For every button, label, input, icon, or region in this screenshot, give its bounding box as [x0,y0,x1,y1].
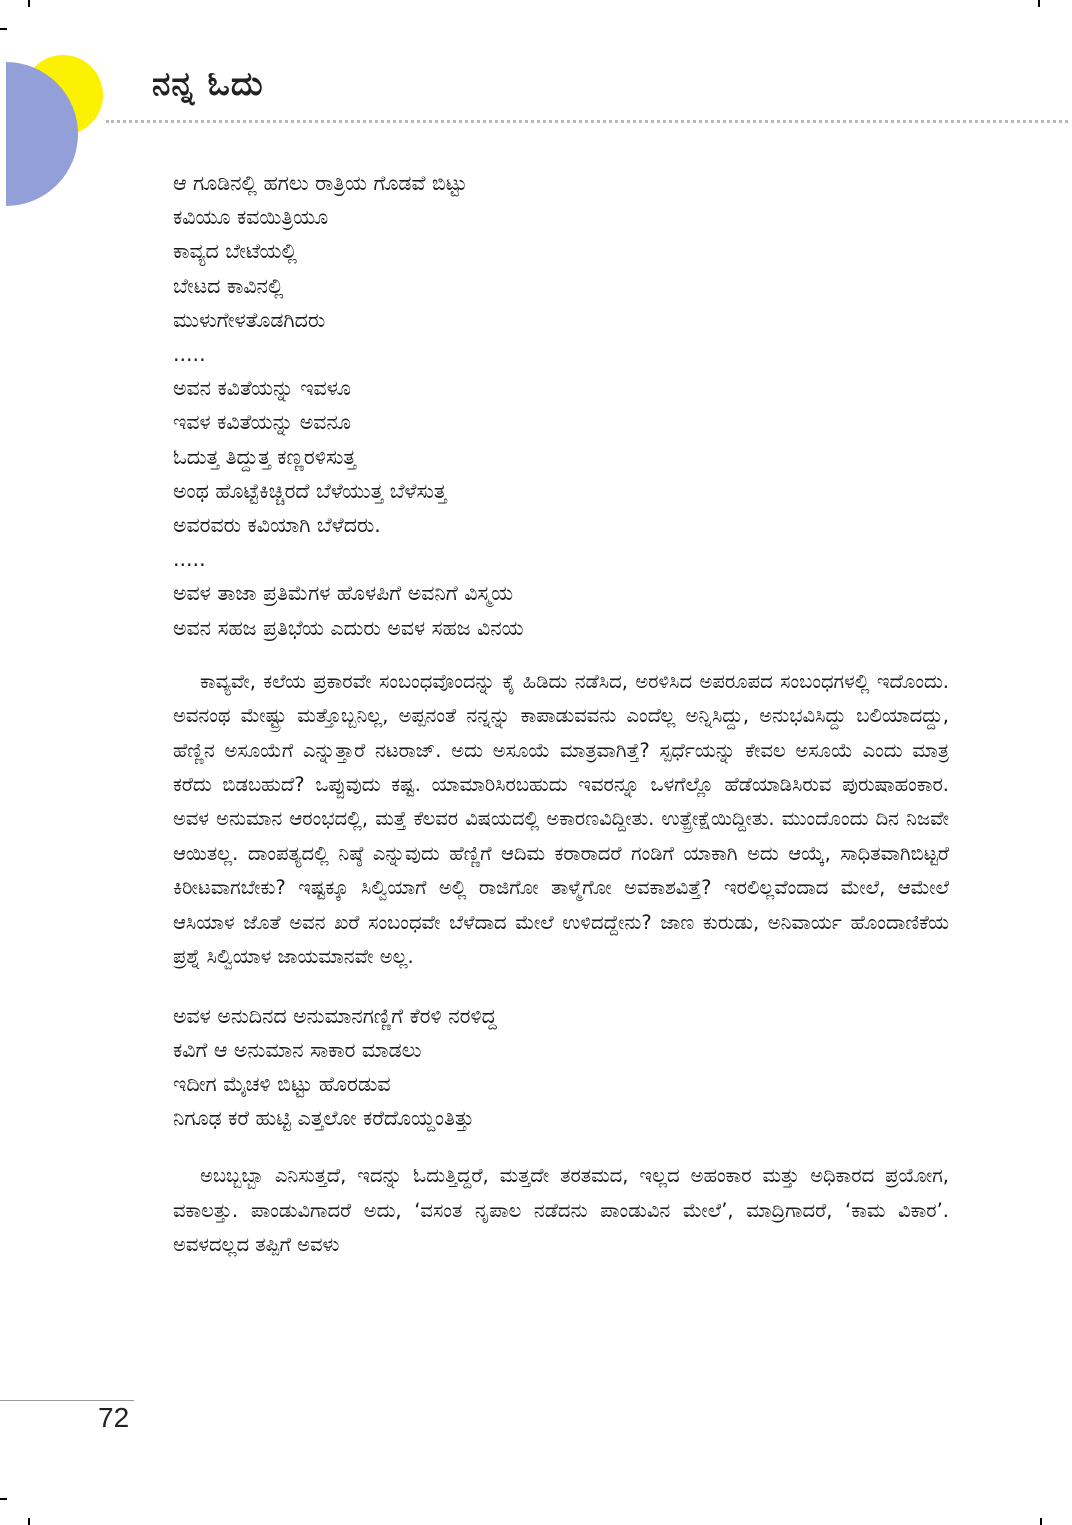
verse-line: ಕವಿಗೆ ಆ ಅನುಮಾನ ಸಾಕಾರ ಮಾಡಲು [173,1037,422,1062]
page-title: ನನ್ನ ಓದು [152,64,264,103]
footer-rule [0,1400,134,1401]
verse-line: ಮುಳುಗೇಳತೊಡಗಿದರು [173,307,326,332]
verse-block-1 [173,166,949,645]
article-body [173,166,949,1263]
decorative-circles [0,0,130,215]
paragraph-2: ಅಬಬ್ಬಬ್ಬಾ ಎನಿಸುತ್ತದೆ, ಇದನ್ನು ಓದುತ್ತಿದ್ದರೆ, ಮತ್ತದೇ ತರತಮದ, ಇಲ್ಲದ ಅಹಂಕಾರ ಮತ್ತು ಅಧಿಕಾರದ ಪ್ರಯೋಗ, ವಕಾಲತ್ತು. ಪಾಂಡುವಿಗಾದರೆ ಅದು, ‘ವಸಂತ ನೃಪಾಲ ನಡೆದನು ಪಾಂಡುವಿನ ಮೇಲೆ’, ಮಾದ್ರಿಗಾದರೆ, ‘ಕಾಮ ವಿಕಾರ’. ಅವಳದಲ್ಲದ ತಪ್ಪಿಗೆ ಅವಳು [173,1164,949,1257]
verse-block-2 [173,999,949,1136]
crop-mark-top-right [1038,0,1040,7]
verse-line: ಅವಳ ತಾಜಾ ಪ್ರತಿಮೆಗಳ ಹೊಳಪಿಗೆ ಅವನಿಗೆ ವಿಸ್ಮಯ [173,581,514,606]
verse-line: ಅವಳ ಅನುದಿನದ ಅನುಮಾನಗಣ್ಣಿಗೆ ಕೆರಳಿ ನರಳಿದ್ದ [173,1003,497,1028]
dotted-divider [106,120,1068,123]
verse-line: ನಿಗೂಢ ಕರೆ ಹುಟ್ಟಿ ಎತ್ತಲೋ ಕರೆದೊಯ್ದಂತಿತ್ತು [173,1106,474,1131]
verse-line: ಅವನ ಕವಿತೆಯನ್ನು ಇವಳೂ [173,376,351,401]
crop-mark-bottom-left [28,1518,30,1525]
verse-line: ಆ ಗೂಡಿನಲ್ಲಿ ಹಗಲು ರಾತ್ರಿಯ ಗೊಡವೆ ಬಿಟ್ಟು [173,171,468,195]
verse-ellipsis: ..... [173,342,206,367]
verse-ellipsis: ..... [173,547,206,572]
verse-line: ಬೇಟದ ಕಾವಿನಲ್ಲಿ [173,273,284,298]
verse-line: ಕವಿಯೂ ಕವಯಿತ್ರಿಯೂ [173,205,329,230]
crop-mark-bottom-right [1040,1518,1042,1525]
verse-line: ಅಂಥ ಹೊಟ್ಟೆಕಿಚ್ಚಿರದೆ ಬೆಳೆಯುತ್ತ ಬೆಳೆಸುತ್ತ [173,478,447,503]
page-number: 72 [98,1402,130,1433]
crop-mark-left-bottom [0,1498,7,1500]
verse-line: ಇವಳ ಕವಿತೆಯನ್ನು ಅವನೂ [173,410,351,435]
verse-line: ಕಾವ್ಯದ ಬೇಟೆಯಲ್ಲಿ [173,239,297,264]
paragraph-1: ಕಾವ್ಯವೇ, ಕಲೆಯ ಪ್ರಕಾರವೇ ಸಂಬಂಧವೊಂದನ್ನು ಕೈ ಹಿಡಿದು ನಡೆಸಿದ, ಅರಳಿಸಿದ ಅಪರೂಪದ ಸಂಬಂಧಗಳಲ್ಲಿ ಇದೊಂದು. ಅವನಂಥ ಮೇಷ್ಟ್ರು ಮತ್ತೊಬ್ಬನಿಲ್ಲ, ಅಪ್ಪನಂತೆ ನನ್ನನ್ನು ಕಾಪಾಡುವವನು ಎಂದೆಲ್ಲ ಅನ್ನಿಸಿದ್ದು, ಅನುಭವಿಸಿದ್ದು ಬಲಿಯಾದದ್ದು, ಹೆಣ್ಣಿನ ಅಸೂಯೆಗೆ ಎನ್ನುತ್ತಾರೆ ನಟರಾಜ್. ಅದು ಅಸೂಯೆ ಮಾತ್ರವಾಗಿತ್ತೆ? ಸ್ಪರ್ಧೆಯನ್ನು ಕೇವಲ ಅಸೂಯೆ ಎಂದು ಮಾತ್ರ ಕರೆದು ಬಿಡಬಹುದೆ? ಒಪ್ಪುವುದು ಕಷ್ಟ. ಯಾಮಾರಿಸಿರಬಹುದು ಇವರನ್ನೂ ಒಳಗೆಲ್ಲೊ ಹೆಡೆಯಾಡಿಸಿರುವ ಪುರುಷಾಹಂಕಾರ. ಅವಳ ಅನುಮಾನ ಆರಂಭದಲ್ಲಿ, ಮತ್ತೆ ಕೆಲವರ ವಿಷಯದಲ್ಲಿ ಅಕಾರಣವಿದ್ದೀತು. ಉತ್ಪ್ರೇಕ್ಷೆಯಿದ್ದೀತು. ಮುಂದೊಂದು ದಿನ ನಿಜವೇ ಆಯಿತಲ್ಲ. ದಾಂಪತ್ಯದಲ್ಲಿ ನಿಷ್ಠೆ ಎನ್ನುವುದು ಹೆಣ್ಣಿಗೆ ಆದಿಮ ಕರಾರಾದರೆ ಗಂಡಿಗೆ ಯಾಕಾಗಿ ಅದು ಆಯ್ಕೆ, ಸಾಧಿತವಾಗಿಬಿಟ್ಟರೆ ಕಿರೀಟವಾಗಬೇಕು? ಇಷ್ಟಕ್ಕೂ ಸಿಲ್ವಿಯಾಗೆ ಅಲ್ಲಿ ರಾಜಿಗೋ ತಾಳ್ಮೆಗೋ ಅವಕಾಶವಿತ್ತೆ? ಇರಲಿಲ್ಲವೆಂದಾದ ಮೇಲೆ, ಆಮೇಲೆ ಆಸಿಯಾಳ ಜೊತೆ ಅವನ ಖರೆ ಸಂಬಂಧವೇ ಬೆಳೆದಾದ ಮೇಲೆ ಉಳಿದದ್ದೇನು? ಜಾಣ ಕುರುಡು, ಅನಿವಾರ್ಯ ಹೊಂದಾಣಿಕೆಯ ಪ್ರಶ್ನೆ ಸಿಲ್ವಿಯಾಳ ಜಾಯಮಾನವೇ ಅಲ್ಲ. [173,669,949,969]
verse-line: ಅವರವರು ಕವಿಯಾಗಿ ಬೆಳೆದರು. [173,513,381,538]
verse-line: ಇದೀಗ ಮೈಚಳಿ ಬಿಟ್ಟು ಹೊರಡುವ [173,1071,391,1096]
verse-line: ಓದುತ್ತ ತಿದ್ದುತ್ತ ಕಣ್ಣರಳಿಸುತ್ತ [173,444,356,469]
verse-line: ಅವನ ಸಹಜ ಪ್ರತಿಭೆಯ ಎದುರು ಅವಳ ಸಹಜ ವಿನಯ [173,615,524,640]
